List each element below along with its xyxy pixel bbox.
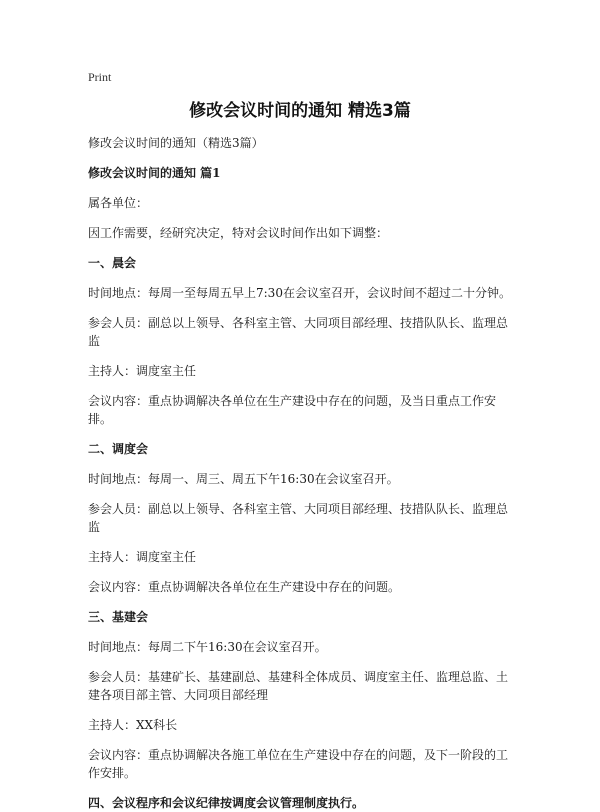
salutation: 属各单位：: [88, 196, 149, 210]
section-line: 主持人：调度室主任: [88, 550, 197, 564]
article-heading: 修改会议时间的通知 篇1: [88, 166, 221, 180]
section-line: 参会人员：副总以上领导、各科室主管、大同项目部经理、技措队队长、监理总监: [88, 502, 509, 534]
section-morning-meeting: [88, 254, 512, 428]
section-line: 会议内容：重点协调解决各单位在生产建设中存在的问题，及当日重点工作安排。: [88, 394, 497, 426]
document-title: 修改会议时间的通知 精选3篇: [189, 101, 411, 121]
print-label: Print: [88, 70, 112, 84]
section-heading: 二、调度会: [88, 442, 149, 456]
closing-statement: 四、会议程序和会议纪律按调度会议管理制度执行。: [88, 796, 365, 810]
document-subtitle: 修改会议时间的通知（精选3篇）: [88, 136, 264, 150]
section-line: 主持人：调度室主任: [88, 364, 197, 378]
section-heading: 一、晨会: [88, 256, 137, 270]
section-line: 参会人员：基建矿长、基建副总、基建科全体成员、调度室主任、监理总监、土建各项目部主管、大同项目部经理: [88, 670, 509, 702]
section-line: 会议内容：重点协调解决各施工单位在生产建设中存在的问题，及下一阶段的工作安排。: [88, 748, 509, 780]
intro-paragraph: 因工作需要，经研究决定，特对会议时间作出如下调整：: [88, 226, 389, 240]
section-line: 时间地点：每周二下午16:30在会议室召开。: [88, 640, 327, 654]
section-line: 时间地点：每周一、周三、周五下午16:30在会议室召开。: [88, 472, 399, 486]
section-line: 参会人员：副总以上领导、各科室主管、大同项目部经理、技措队队长、监理总监: [88, 316, 509, 348]
section-line: 会议内容：重点协调解决各单位在生产建设中存在的问题。: [88, 580, 401, 594]
section-construction-meeting: [88, 608, 512, 782]
section-dispatch-meeting: [88, 440, 512, 596]
section-line: 时间地点：每周一至每周五早上7:30在会议室召开，会议时间不超过二十分钟。: [88, 286, 511, 300]
section-line: 主持人：XX科长: [88, 718, 178, 732]
section-heading: 三、基建会: [88, 610, 149, 624]
